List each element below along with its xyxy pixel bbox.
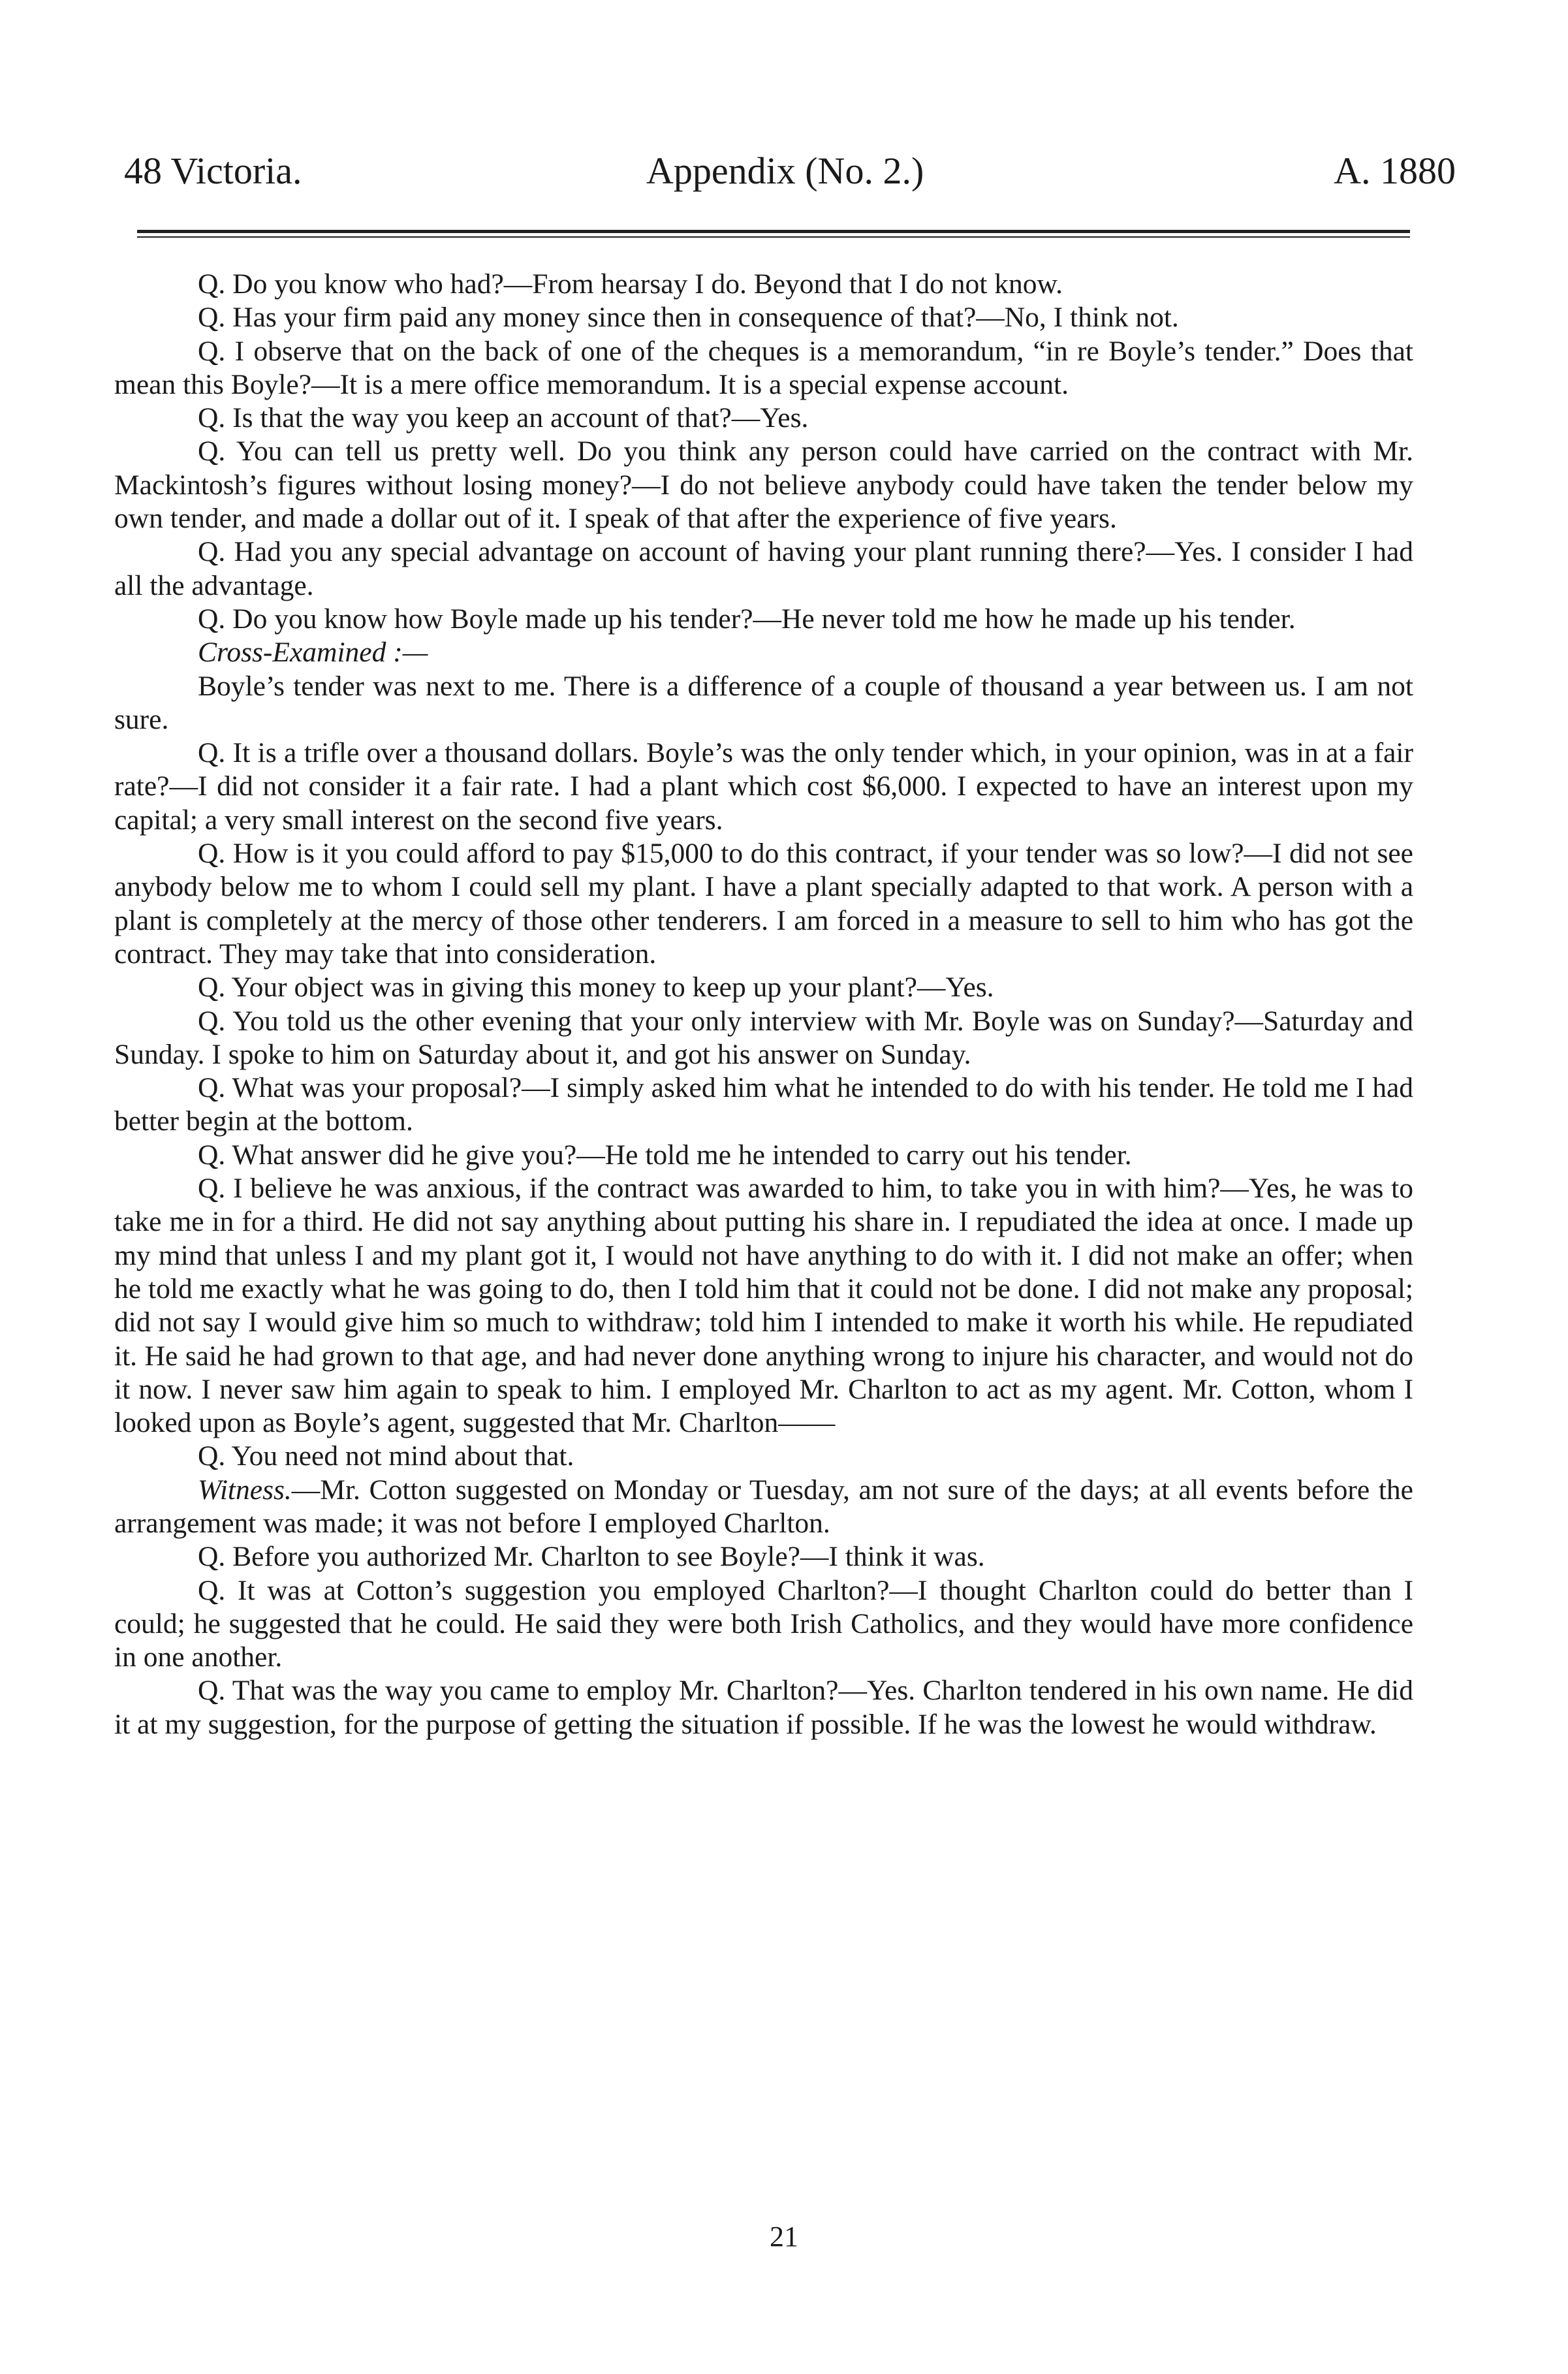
paragraph: Q. What answer did he give you?—He told me he intended to carry out his tender. [198, 1139, 1132, 1171]
paragraph: Q. I believe he was anxious, if the contract was awarded to him, to take you in with him?—Yes, he was to take me in for a third. He did not say anything about putting his share in. I repudiated the idea at once. I made up my mind that unless I and my plant got it, I would not have anything to do with it. I did not make an offer; when he told me exactly what he was going to do, then I told him that it could not be done. I did not make any proposal; did not say I would give him so much to withdraw; told him I intended to make it worth his while. He repudiated it. He said he had grown to that age, and had never done anything wrong to injure his character, and would not do it now. I never saw him again to speak to him. I employed Mr. Charlton to act as my agent. Mr. Cotton, whom I looked upon as Boyle’s agent, suggested that Mr. Charlton—— [114, 1173, 1413, 1439]
header-sessional-paper: A. 1880 [1334, 150, 1456, 192]
witness-paragraph [114, 1474, 1413, 1541]
paragraph: Q. What was your proposal?—I simply asked him what he intended to do with his tender. He told me I had better begin at the bottom. [114, 1072, 1413, 1137]
paragraph: Q. It was at Cotton’s suggestion you employed Charlton?—I thought Charlton could do better than I could; he suggested that he could. He said they were both Irish Catholics, and they would have more confidence in one another. [114, 1574, 1413, 1673]
page-number: 21 [770, 2221, 798, 2253]
header-rule [137, 230, 1410, 238]
paragraph: Q. It is a trifle over a thousand dollars. Boyle’s was the only tender which, in your opinion, was in at a fair rate?—I did not consider it a fair rate. I had a plant which cost $6,000. I expected to have an interest upon my capital; a very small interest on the second five years. [114, 737, 1413, 836]
running-header [124, 149, 1456, 208]
paragraph: Q. I observe that on the back of one of the cheques is a memorandum, “in re Boyle’s tender.” Does that mean this Boyle?—It is a mere office memorandum. It is a special expense account. [114, 335, 1413, 400]
paragraph: Q. Your object was in giving this money to keep up your plant?—Yes. [198, 972, 994, 1004]
paragraph: Q. Do you know how Boyle made up his tender?—He never told me how he made up his tender. [198, 603, 1296, 635]
paragraph: Q. Is that the way you keep an account of that?—Yes. [198, 402, 809, 434]
witness-label: Witness. [198, 1474, 292, 1506]
paragraph: Q. You can tell us pretty well. Do you think any person could have carried on the contract with Mr. Mackintosh’s figures without losing money?—I do not believe anybody could have taken the tender below my own tender, and made a dollar out of it. I speak of that after the experience of five years. [114, 435, 1413, 535]
paragraph: Q. You told us the other evening that your only interview with Mr. Boyle was on Sunday?—Saturday and Sunday. I spoke to him on Saturday about it, and got his answer on Sunday. [114, 1005, 1413, 1070]
paragraph: Q. Had you any special advantage on account of having your plant running there?—Yes. I consider I had all the advantage. [114, 536, 1413, 601]
witness-text: —Mr. Cotton suggested on Monday or Tuesday, am not sure of the days; at all events before the arrangement was made; it was not before I employed Charlton. [114, 1474, 1413, 1539]
paragraph: Boyle’s tender was next to me. There is a difference of a couple of thousand a year between us. I am not sure. [114, 670, 1413, 735]
paragraph: Q. Do you know who had?—From hearsay I do. Beyond that I do not know. [198, 268, 1063, 300]
header-session: 48 Victoria. [124, 150, 302, 192]
paragraph: Q. How is it you could afford to pay $15,000 to do this contract, if your tender was so low?—I did not see anybody below me to whom I could sell my plant. I have a plant specially adapted to that work. A person with a plant is completely at the mercy of those other tenderers. I am forced in a measure to sell to him who has got the contract. They may take that into consideration. [114, 838, 1413, 970]
page-body [114, 268, 1413, 1741]
paragraph: Q. That was the way you came to employ Mr. Charlton?—Yes. Charlton tendered in his own name. He did it at my suggestion, for the purpose of getting the situation if possible. If he was the lowest he would withdraw. [114, 1675, 1413, 1740]
cross-examined-heading: Cross-Examined :— [198, 637, 428, 669]
paragraph: Q. You need not mind about that. [198, 1440, 574, 1472]
header-appendix: Appendix (No. 2.) [646, 150, 924, 192]
paragraph: Q. Has your firm paid any money since then in consequence of that?—No, I think not. [198, 302, 1179, 334]
paragraph: Q. Before you authorized Mr. Charlton to see Boyle?—I think it was. [198, 1541, 985, 1573]
